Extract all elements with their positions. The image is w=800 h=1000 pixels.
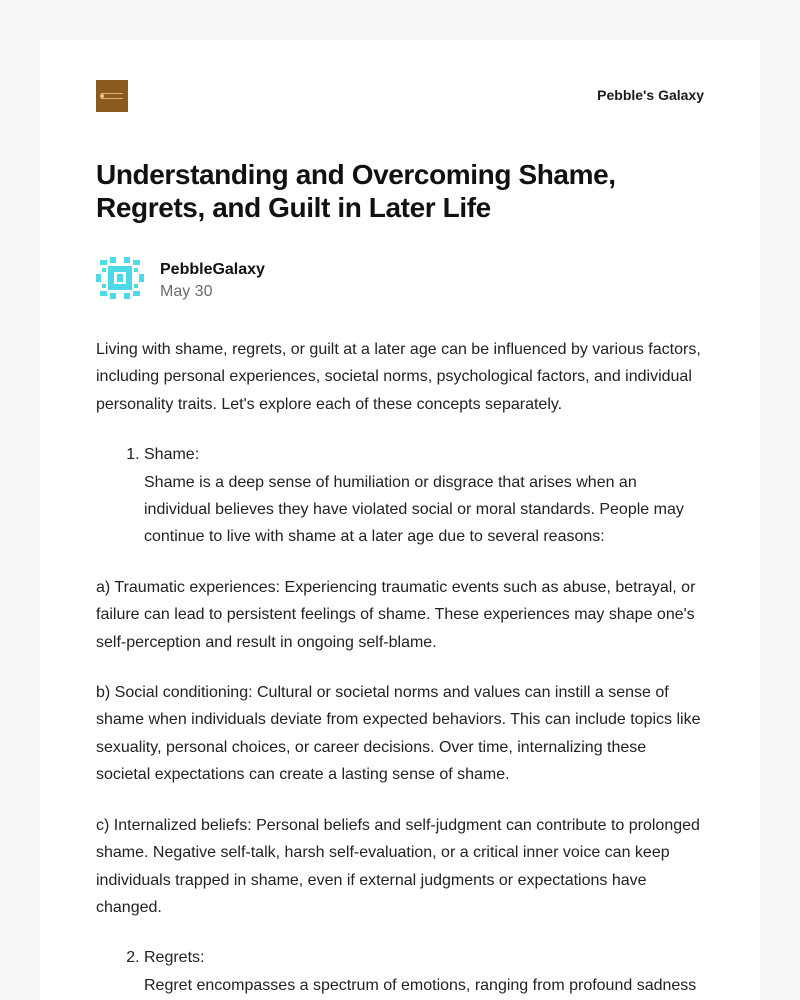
reason-paragraph-b: b) Social conditioning: Cultural or societal norms and values can instill a sense of shame when individuals deviate from expected behaviors. This can include topics like sexuality, personal choices, or career decisions. Over time, internalizing these societal expectations can create a lasting sense of shame. [96,684,701,784]
article-title: Understanding and Overcoming Shame, Regrets, and Guilt in Later Life [96,159,616,223]
numbered-list-shame [96,441,704,551]
site-header [96,80,704,112]
list-item-shame [144,441,704,551]
reason-paragraph-a: a) Traumatic experiences: Experiencing traumatic events such as abuse, betrayal, or failure can lead to persistent feelings of shame. These experiences may shape one's self-perception and result in ongoing self-blame. [96,578,696,651]
author-block [96,256,496,300]
numbered-list-regrets [96,944,704,999]
site-name-link[interactable]: Pebble's Galaxy [597,87,704,103]
section-text-shame: Shame is a deep sense of humiliation or disgrace that arises when an individual believes they have violated social or moral standards. People may continue to live with shame at a later age due to several reasons: [144,473,684,546]
site-logo-icon[interactable] [96,80,128,112]
author-name[interactable]: PebbleGalaxy [160,261,265,278]
section-text-regrets: Regret encompasses a spectrum of emotions, ranging from profound sadness [144,976,697,994]
section-heading-regrets: 2. Regrets: [144,949,205,967]
post-date: May 30 [160,283,213,300]
author-avatar-icon[interactable] [96,256,144,300]
list-item-regrets [144,944,704,999]
intro-paragraph: Living with shame, regrets, or guilt at a later age can be influenced by various factors, including personal experiences, societal norms, psychological factors, and individual personality traits. Let's explore each of these concepts separately. [96,341,701,413]
article-body [96,336,704,1000]
article-card [40,40,760,1000]
reason-paragraph-c: c) Internalized beliefs: Personal beliefs and self-judgment can contribute to prolonged shame. Negative self-talk, harsh self-evaluation, or a critical inner voice can keep individuals trapped in shame, even if external judgments or expectations have changed. [96,816,700,916]
section-heading-shame: 1. Shame: [144,446,200,464]
